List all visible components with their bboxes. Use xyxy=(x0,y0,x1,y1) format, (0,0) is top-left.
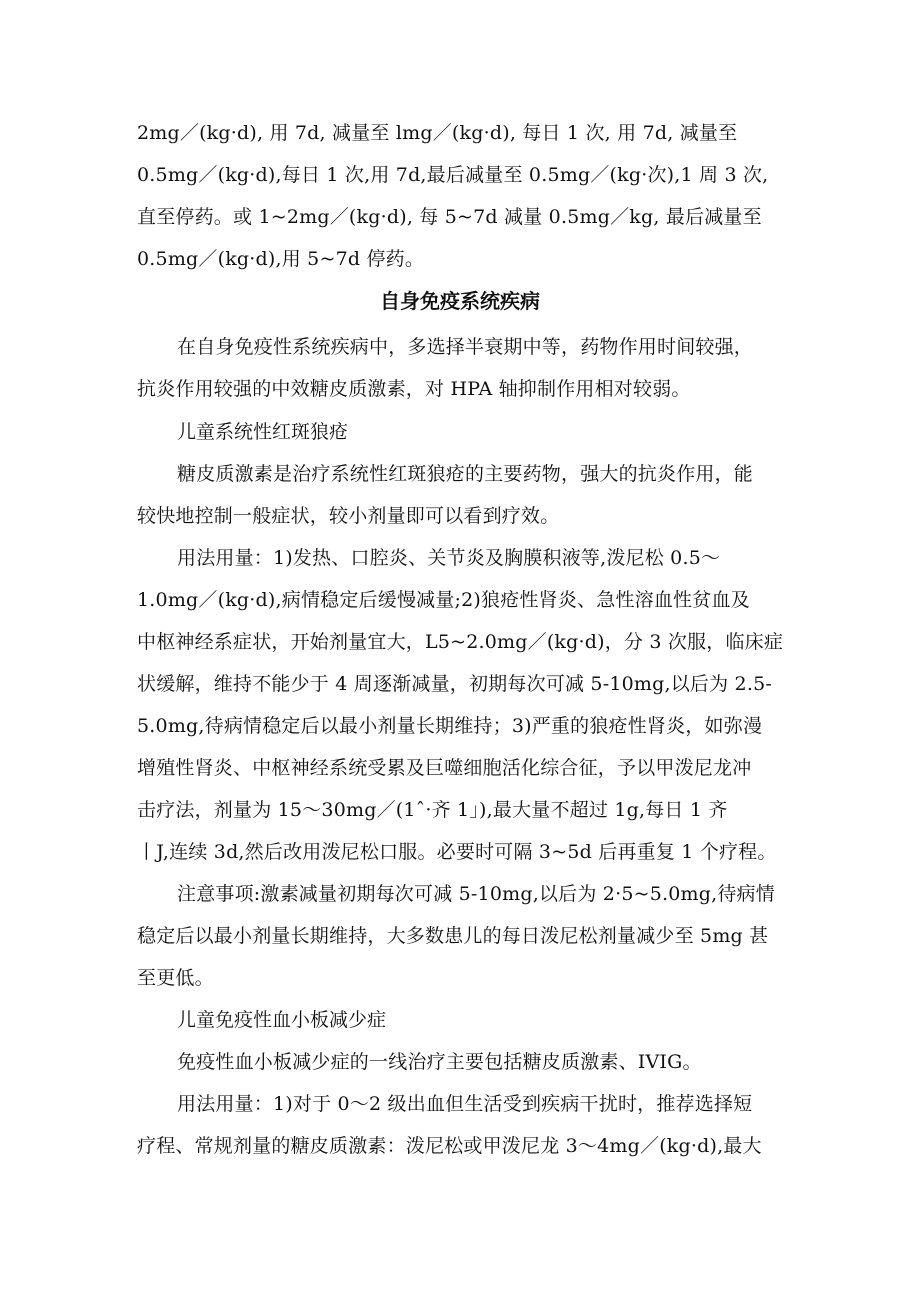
paragraph-line: 疗程、常规剂量的糖皮质激素：泼尼松或甲泼尼龙 3～4mg／(kg·d),最大 xyxy=(137,1135,762,1157)
paragraph-line: 用法用量：1)发热、口腔炎、关节炎及胸膜积液等,泼尼松 0.5～ xyxy=(177,547,721,569)
paragraph-line: 0.5mg／(kg·d),用 5~7d 停药。 xyxy=(137,248,425,270)
paragraph-line: 2mg／(kg·d), 用 7d, 减量至 lmg／(kg·d), 每日 1 次, 用 7d, 减量至 xyxy=(137,122,738,144)
paragraph-line: 直至停药。或 1~2mg／(kg·d), 每 5~7d 减量 0.5mg／kg, 最后减量至 xyxy=(137,206,762,228)
paragraph-line: 用法用量：1)对于 0～2 级出血但生活受到疾病干扰时，推荐选择短 xyxy=(177,1093,753,1115)
paragraph-line: 增殖性肾炎、中枢神经系统受累及巨噬细胞活化综合征，予以甲泼尼龙冲 xyxy=(137,757,752,779)
subsection-title: 儿童系统性红斑狼疮 xyxy=(177,421,349,443)
paragraph-line: 中枢神经系症状，开始剂量宜大，L5~2.0mg／(kg·d)，分 3 次服，临床症 xyxy=(137,631,784,653)
subsection-title: 儿童免疫性血小板减少症 xyxy=(177,1009,387,1031)
paragraph-line: 在自身免疫性系统疾病中，多选择半衰期中等，药物作用时间较强， xyxy=(177,336,754,358)
paragraph-line: 丨J,连续 3d,然后改用泼尼松口服。必要时可隔 3~5d 后再重复 1 个疗程。 xyxy=(137,841,777,863)
paragraph-line: 5.0mg,待病情稳定后以最小剂量长期维持；3)严重的狼疮性肾炎，如弥漫 xyxy=(137,715,763,737)
paragraph-line: 0.5mg／(kg·d),每日 1 次,用 7d,最后减量至 0.5mg／(kg·次),1 周 3 次, xyxy=(137,164,769,186)
paragraph-line: 较快地控制一般症状，较小剂量即可以看到疗效。 xyxy=(137,505,560,527)
paragraph-line: 注意事项:激素减量初期每次可减 5-10mg,以后为 2·5~5.0mg,待病情 xyxy=(177,883,775,905)
paragraph-line: 状缓解，维持不能少于 4 周逐渐减量，初期每次可减 5-10mg,以后为 2.5- xyxy=(137,673,772,695)
paragraph-line: 稳定后以最小剂量长期维持，大多数患儿的每日泼尼松剂量减少至 5mg 甚 xyxy=(137,925,769,947)
paragraph-line: 抗炎作用较强的中效糖皮质激素，对 HPA 轴抑制作用相对较弱。 xyxy=(137,378,691,400)
paragraph-line: 糖皮质激素是治疗系统性红斑狼疮的主要药物，强大的抗炎作用，能 xyxy=(177,463,754,485)
paragraph-line: 1.0mg／(kg·d),病情稳定后缓慢减量;2)狼疮性肾炎、急性溶血性贫血及 xyxy=(137,589,750,611)
paragraph-line: 免疫性血小板减少症的一线治疗主要包括糖皮质激素、IVIG。 xyxy=(177,1051,702,1073)
paragraph-line: 至更低。 xyxy=(137,967,214,989)
section-heading: 自身免疫系统疾病 xyxy=(380,289,540,313)
paragraph-line: 击疗法，剂量为 15～30mg／(1ˆ·齐 1」),最大量不超过 1g,每日 1 齐 xyxy=(137,799,728,821)
